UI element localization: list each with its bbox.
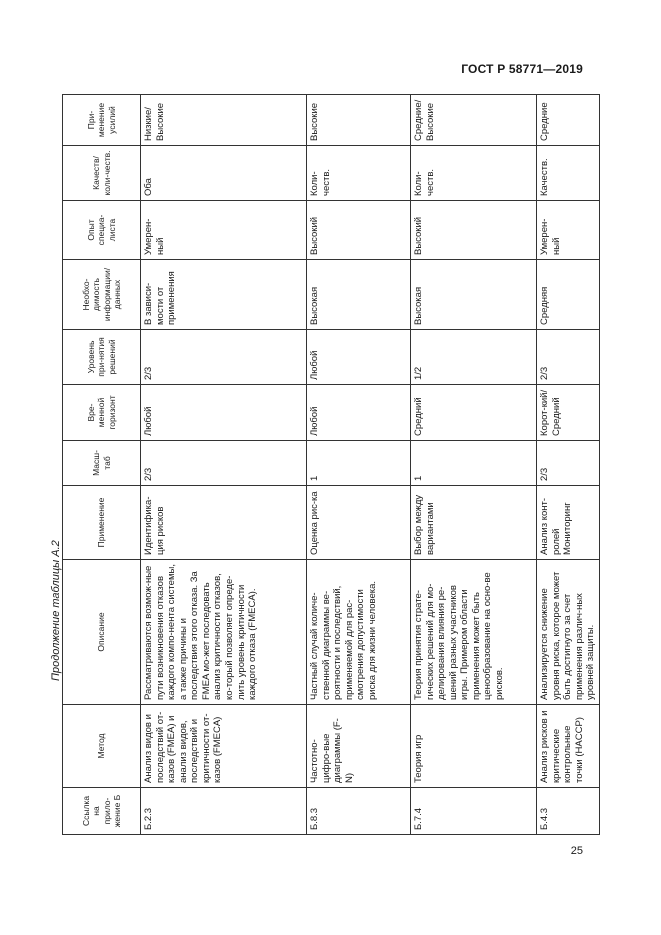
- column-header: Качеств/ коли-честв.: [63, 146, 141, 201]
- cell-data-need: Высокая: [307, 260, 411, 330]
- column-header: Ссылка на прило-жение Б: [63, 788, 141, 835]
- cell-effort: Высокие: [307, 95, 411, 146]
- cell-effort: Средние: [537, 95, 600, 146]
- cell-application: Анализ конт-ролей Мониторинг: [537, 486, 600, 560]
- cell-horizon: Любой: [307, 385, 411, 441]
- cell-description: Частный случай количе-ственной диаграммы ве-роятности и последствий, применяемой для рас-смотрения допустимости риска для жизни человека.: [307, 560, 411, 705]
- cell-data-need: В зависи-мости от применения: [141, 260, 307, 330]
- cell-scale: 1: [307, 441, 411, 486]
- cell-method: Теория игр: [411, 705, 537, 788]
- cell-method: Анализ видов и последствий от-казов (FMEA) и анализ видов, последствий и критичности от-казов (FMECA): [141, 705, 307, 788]
- column-header: Уровень при-нятия решений: [63, 330, 141, 385]
- cell-method: Частотно-цифро-вые диаграммы (F-N): [307, 705, 411, 788]
- column-header: При-менение усилий: [63, 95, 141, 146]
- methods-table: [62, 94, 600, 835]
- cell-scale: 1: [411, 441, 537, 486]
- cell-qual-quant: Коли-честв.: [411, 146, 537, 201]
- cell-effort: Средние/ Высокие: [411, 95, 537, 146]
- table-row: [307, 95, 411, 835]
- cell-expertise: Умерен-ный: [141, 201, 307, 260]
- cell-decision-level: 2/3: [537, 330, 600, 385]
- table-row: [537, 95, 600, 835]
- cell-qual-quant: Оба: [141, 146, 307, 201]
- cell-decision-level: 2/3: [141, 330, 307, 385]
- cell-description: Рассматриваются возмож-ные пути возникновения отказов каждого компо-нента системы, а также причины и последствия этого отказа. За FMEA мо-жет последовать анализ критичности отказов, ко-торый позволяет опреде-лить уровень критичности каждого отказа (FMECA).: [141, 560, 307, 705]
- cell-horizon: Любой: [141, 385, 307, 441]
- cell-horizon: Корот-кий/ Средний: [537, 385, 600, 441]
- cell-ref: Б.8.3: [307, 788, 411, 835]
- cell-expertise: Высокий: [411, 201, 537, 260]
- column-header: Необхо-димость информации/ данных: [63, 260, 141, 330]
- cell-description: Теория принятия страте-гических решений для мо-делирования влияния ре-шений разных участников игры. Примером области применения может быть ценообразование на осно-ве рисков.: [411, 560, 537, 705]
- page-number: 25: [570, 845, 583, 857]
- cell-ref: Б.4.3: [537, 788, 600, 835]
- cell-ref: Б.7.4: [411, 788, 537, 835]
- cell-scale: 2/3: [141, 441, 307, 486]
- cell-decision-level: 1/2: [411, 330, 537, 385]
- cell-method: Анализ рисков и критические контрольные точки (HACCP): [537, 705, 600, 788]
- cell-horizon: Средний: [411, 385, 537, 441]
- cell-decision-level: Любой: [307, 330, 411, 385]
- document-header: ГОСТ Р 58771—2019: [461, 62, 583, 76]
- column-header: Применение: [63, 486, 141, 560]
- cell-qual-quant: Качеств.: [537, 146, 600, 201]
- column-header: Метод: [63, 705, 141, 788]
- column-header: Вре-менной горизонт: [63, 385, 141, 441]
- table-caption: Продолжение таблицы А.2: [50, 540, 62, 681]
- cell-description: Анализируется снижение уровня риска, которое может быть достигнуто за счет применения различ-ных уровней защиты.: [537, 560, 600, 705]
- cell-application: Идентифика-ция рисков: [141, 486, 307, 560]
- cell-data-need: Высокая: [411, 260, 537, 330]
- cell-application: Оценка рис-ка: [307, 486, 411, 560]
- cell-qual-quant: Коли-честв.: [307, 146, 411, 201]
- rotated-table-container: [62, 95, 597, 835]
- cell-scale: 2/3: [537, 441, 600, 486]
- cell-expertise: Умерен-ный: [537, 201, 600, 260]
- cell-application: Выбор между вариантами: [411, 486, 537, 560]
- cell-ref: Б.2.3: [141, 788, 307, 835]
- cell-effort: Низкие/ Высокие: [141, 95, 307, 146]
- column-header: Описание: [63, 560, 141, 705]
- table-header-row: [63, 95, 141, 835]
- cell-expertise: Высокий: [307, 201, 411, 260]
- cell-data-need: Средняя: [537, 260, 600, 330]
- table-row: [411, 95, 537, 835]
- column-header: Масш-таб: [63, 441, 141, 486]
- table-row: [141, 95, 307, 835]
- column-header: Опыт специа-листа: [63, 201, 141, 260]
